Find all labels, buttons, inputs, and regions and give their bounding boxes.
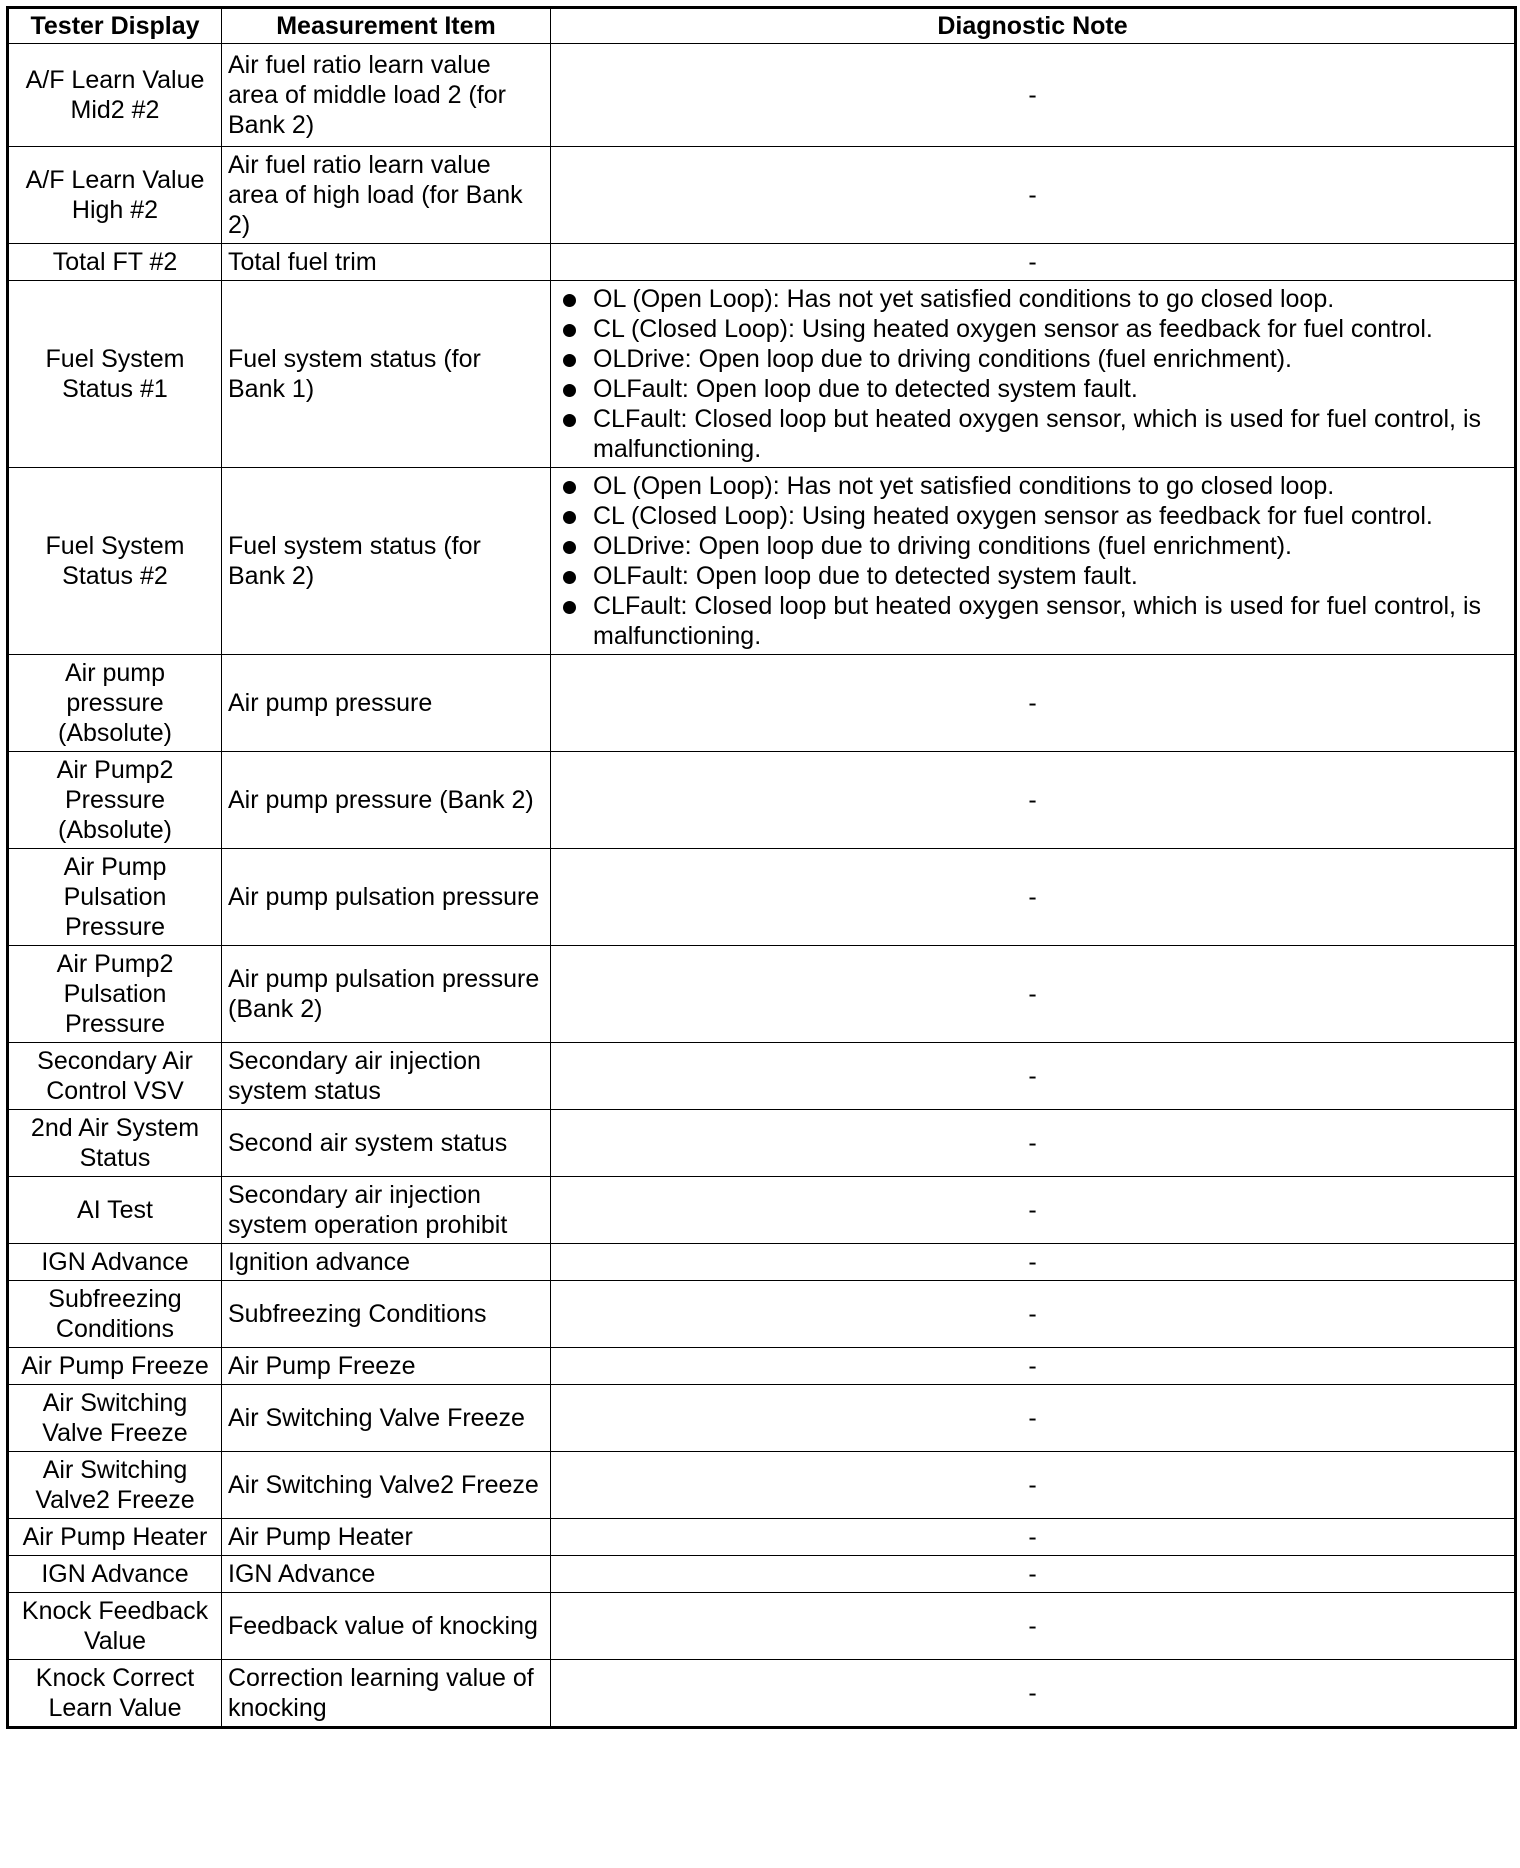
diagnostic-note-bullet: CL (Closed Loop): Using heated oxygen sensor as feedback for fuel control. <box>557 501 1508 531</box>
diagnostic-note-bullet: OLDrive: Open loop due to driving conditions (fuel enrichment). <box>557 344 1508 374</box>
table-header <box>8 8 1516 44</box>
measurement-item-cell: Air Switching Valve2 Freeze <box>222 1452 551 1519</box>
measurement-item-cell: Air Pump Freeze <box>222 1348 551 1385</box>
table-row <box>8 1348 1516 1385</box>
header-diagnostic-note: Diagnostic Note <box>551 8 1516 44</box>
table-row <box>8 1385 1516 1452</box>
tester-display-cell: AI Test <box>8 1177 222 1244</box>
diagnostic-note-cell: - <box>551 1348 1516 1385</box>
diagnostic-note-bullet: CL (Closed Loop): Using heated oxygen sensor as feedback for fuel control. <box>557 314 1508 344</box>
diagnostic-note-bullet: CLFault: Closed loop but heated oxygen sensor, which is used for fuel control, is malfunctioning. <box>557 591 1508 651</box>
diagnostic-note-cell <box>551 281 1516 468</box>
diagnostic-note-cell: - <box>551 752 1516 849</box>
measurement-item-cell: Total fuel trim <box>222 244 551 281</box>
table-row <box>8 849 1516 946</box>
diagnostic-note-bullet: OLDrive: Open loop due to driving conditions (fuel enrichment). <box>557 531 1508 561</box>
diagnostic-note-cell: - <box>551 147 1516 244</box>
diagnostic-note-cell: - <box>551 1110 1516 1177</box>
tester-display-cell: Fuel System Status #2 <box>8 468 222 655</box>
measurement-item-cell: Ignition advance <box>222 1244 551 1281</box>
measurement-item-cell: Fuel system status (for Bank 2) <box>222 468 551 655</box>
table-row <box>8 1519 1516 1556</box>
diagnostic-note-cell: - <box>551 1519 1516 1556</box>
measurement-item-cell: Feedback value of knocking <box>222 1593 551 1660</box>
tester-display-cell: Total FT #2 <box>8 244 222 281</box>
diagnostic-note-cell: - <box>551 1452 1516 1519</box>
diagnostic-note-bullet: OL (Open Loop): Has not yet satisfied conditions to go closed loop. <box>557 284 1508 314</box>
diagnostic-note-cell: - <box>551 1244 1516 1281</box>
tester-display-cell: Air Pump2 Pulsation Pressure <box>8 946 222 1043</box>
tester-display-cell: Air Pump2 Pressure (Absolute) <box>8 752 222 849</box>
diagnostic-data-table <box>6 6 1517 1729</box>
measurement-item-cell: Fuel system status (for Bank 1) <box>222 281 551 468</box>
diagnostic-note-bullet: OLFault: Open loop due to detected system fault. <box>557 374 1508 404</box>
measurement-item-cell: Subfreezing Conditions <box>222 1281 551 1348</box>
measurement-item-cell: Air pump pulsation pressure <box>222 849 551 946</box>
measurement-item-cell: IGN Advance <box>222 1556 551 1593</box>
table-row <box>8 946 1516 1043</box>
table-row <box>8 1177 1516 1244</box>
measurement-item-cell: Air pump pressure <box>222 655 551 752</box>
measurement-item-cell: Second air system status <box>222 1110 551 1177</box>
table-row <box>8 1110 1516 1177</box>
measurement-item-cell: Air Switching Valve Freeze <box>222 1385 551 1452</box>
tester-display-cell: Subfreezing Conditions <box>8 1281 222 1348</box>
tester-display-cell: 2nd Air System Status <box>8 1110 222 1177</box>
tester-display-cell: Knock Correct Learn Value <box>8 1660 222 1728</box>
table-row <box>8 281 1516 468</box>
tester-display-cell: Fuel System Status #1 <box>8 281 222 468</box>
table-row <box>8 468 1516 655</box>
diagnostic-note-cell: - <box>551 1660 1516 1728</box>
tester-display-cell: Air Pump Freeze <box>8 1348 222 1385</box>
diagnostic-note-cell: - <box>551 946 1516 1043</box>
table-row <box>8 44 1516 147</box>
diagnostic-note-cell: - <box>551 1177 1516 1244</box>
tester-display-cell: IGN Advance <box>8 1556 222 1593</box>
tester-display-cell: Secondary Air Control VSV <box>8 1043 222 1110</box>
diagnostic-note-list <box>557 284 1508 464</box>
measurement-item-cell: Air pump pressure (Bank 2) <box>222 752 551 849</box>
tester-display-cell: Air Pump Heater <box>8 1519 222 1556</box>
diagnostic-note-cell: - <box>551 244 1516 281</box>
table-body <box>8 44 1516 1728</box>
tester-display-cell: Air Switching Valve2 Freeze <box>8 1452 222 1519</box>
diagnostic-note-list <box>557 471 1508 651</box>
diagnostic-note-cell: - <box>551 44 1516 147</box>
table-row <box>8 1660 1516 1728</box>
diagnostic-note-bullet: OL (Open Loop): Has not yet satisfied conditions to go closed loop. <box>557 471 1508 501</box>
diagnostic-note-cell <box>551 468 1516 655</box>
tester-display-cell: A/F Learn Value Mid2 #2 <box>8 44 222 147</box>
table-row <box>8 1281 1516 1348</box>
table-row <box>8 1593 1516 1660</box>
table-row <box>8 1244 1516 1281</box>
diagnostic-note-bullet: OLFault: Open loop due to detected system fault. <box>557 561 1508 591</box>
tester-display-cell: Air Switching Valve Freeze <box>8 1385 222 1452</box>
diagnostic-note-cell: - <box>551 1043 1516 1110</box>
tester-display-cell: Air pump pressure (Absolute) <box>8 655 222 752</box>
table-row <box>8 147 1516 244</box>
diagnostic-note-cell: - <box>551 849 1516 946</box>
measurement-item-cell: Air fuel ratio learn value area of high load (for Bank 2) <box>222 147 551 244</box>
tester-display-cell: IGN Advance <box>8 1244 222 1281</box>
table-row <box>8 1043 1516 1110</box>
measurement-item-cell: Air pump pulsation pressure (Bank 2) <box>222 946 551 1043</box>
diagnostic-note-cell: - <box>551 655 1516 752</box>
table-row <box>8 752 1516 849</box>
tester-display-cell: Knock Feedback Value <box>8 1593 222 1660</box>
diagnostic-note-bullet: CLFault: Closed loop but heated oxygen sensor, which is used for fuel control, is malfunctioning. <box>557 404 1508 464</box>
diagnostic-note-cell: - <box>551 1281 1516 1348</box>
header-measurement-item: Measurement Item <box>222 8 551 44</box>
diagnostic-note-cell: - <box>551 1385 1516 1452</box>
tester-display-cell: Air Pump Pulsation Pressure <box>8 849 222 946</box>
header-row <box>8 8 1516 44</box>
measurement-item-cell: Air Pump Heater <box>222 1519 551 1556</box>
measurement-item-cell: Secondary air injection system operation prohibit <box>222 1177 551 1244</box>
measurement-item-cell: Air fuel ratio learn value area of middle load 2 (for Bank 2) <box>222 44 551 147</box>
diagnostic-note-cell: - <box>551 1556 1516 1593</box>
table-row <box>8 1556 1516 1593</box>
table-row <box>8 244 1516 281</box>
diagnostic-note-cell: - <box>551 1593 1516 1660</box>
table-row <box>8 1452 1516 1519</box>
measurement-item-cell: Correction learning value of knocking <box>222 1660 551 1728</box>
measurement-item-cell: Secondary air injection system status <box>222 1043 551 1110</box>
table-row <box>8 655 1516 752</box>
tester-display-cell: A/F Learn Value High #2 <box>8 147 222 244</box>
header-tester-display: Tester Display <box>8 8 222 44</box>
